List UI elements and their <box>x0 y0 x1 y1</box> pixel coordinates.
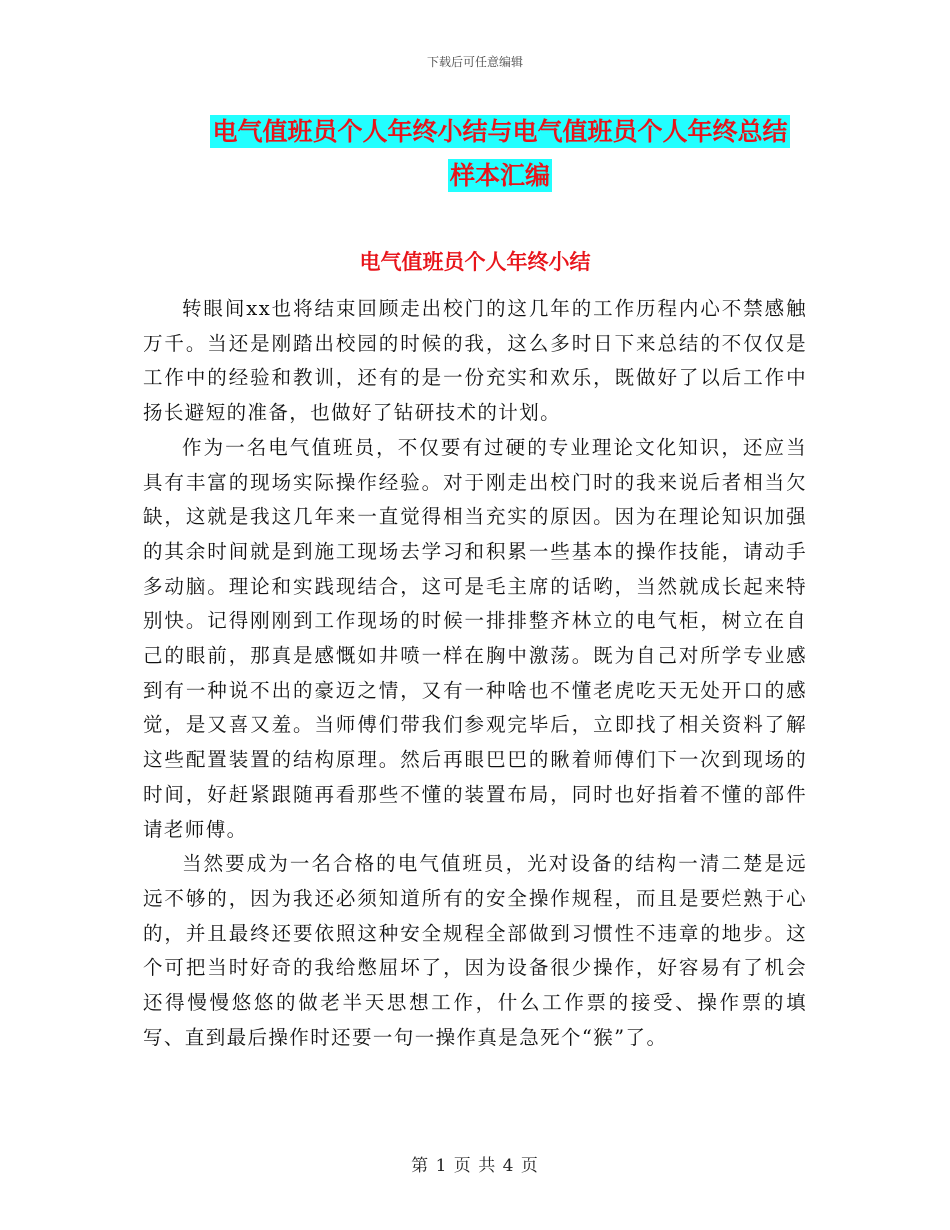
body-text <box>143 292 807 1055</box>
page-footer-page-number: 第 1 页 共 4 页 <box>411 1156 539 1176</box>
paragraph-1: 转眼间xx也将结束回顾走出校门的这几年的工作历程内心不禁感触万千。当还是刚踏出校园的时候的我，这么多时日下来总结的不仅仅是工作中的经验和教训，还有的是一份充实和欢乐，既做好了以后工作中扬长避短的准备，也做好了钻研技术的计划。 <box>143 297 807 425</box>
document-title-line2: 样本汇编 <box>449 161 550 190</box>
paragraph-3: 当然要成为一名合格的电气值班员，光对设备的结构一清二楚是远远不够的，因为我还必须知道所有的安全操作规程，而且是要烂熟于心的，并且最终还要依照这种安全规程全部做到习惯性不违章的地步。这个可把当时好奇的我给憋屈坏了，因为设备很少操作，好容易有了机会还得慢慢悠悠的做老半天思想工作，什么工作票的接受、操作票的填写、直到最后操作时还要一句一操作真是急死个“猴”了。 <box>143 852 807 1049</box>
paragraph-2: 作为一名电气值班员，不仅要有过硬的专业理论文化知识，还应当具有丰富的现场实际操作经验。对于刚走出校门时的我来说后者相当欠缺，这就是我这几年来一直觉得相当充实的原因。因为在理论知识加强的其余时间就是到施工现场去学习和积累一些基本的操作技能，请动手多动脑。理论和实践现结合，这可是毛主席的话哟，当然就成长起来特别快。记得刚刚到工作现场的时候一排排整齐林立的电气柜，树立在自己的眼前，那真是感慨如井喷一样在胸中激荡。既为自己对所学专业感到有一种说不出的豪迈之情，又有一种啥也不懂老虎吃天无处开口的感觉，是又喜又羞。当师傅们带我们参观完毕后，立即找了相关资料了解这些配置装置的结构原理。然后再眼巴巴的瞅着师傅们下一次到现场的时间，好赶紧跟随再看那些不懂的装置布局，同时也好指着不懂的部件请老师傅。 <box>143 435 807 841</box>
section-title: 电气值班员个人年终小结 <box>359 250 591 274</box>
document-title-line1: 电气值班员个人年终小结与电气值班员个人年终总结 <box>212 117 788 146</box>
page-header-note: 下载后可任意编辑 <box>426 55 523 69</box>
document-title <box>150 110 850 198</box>
